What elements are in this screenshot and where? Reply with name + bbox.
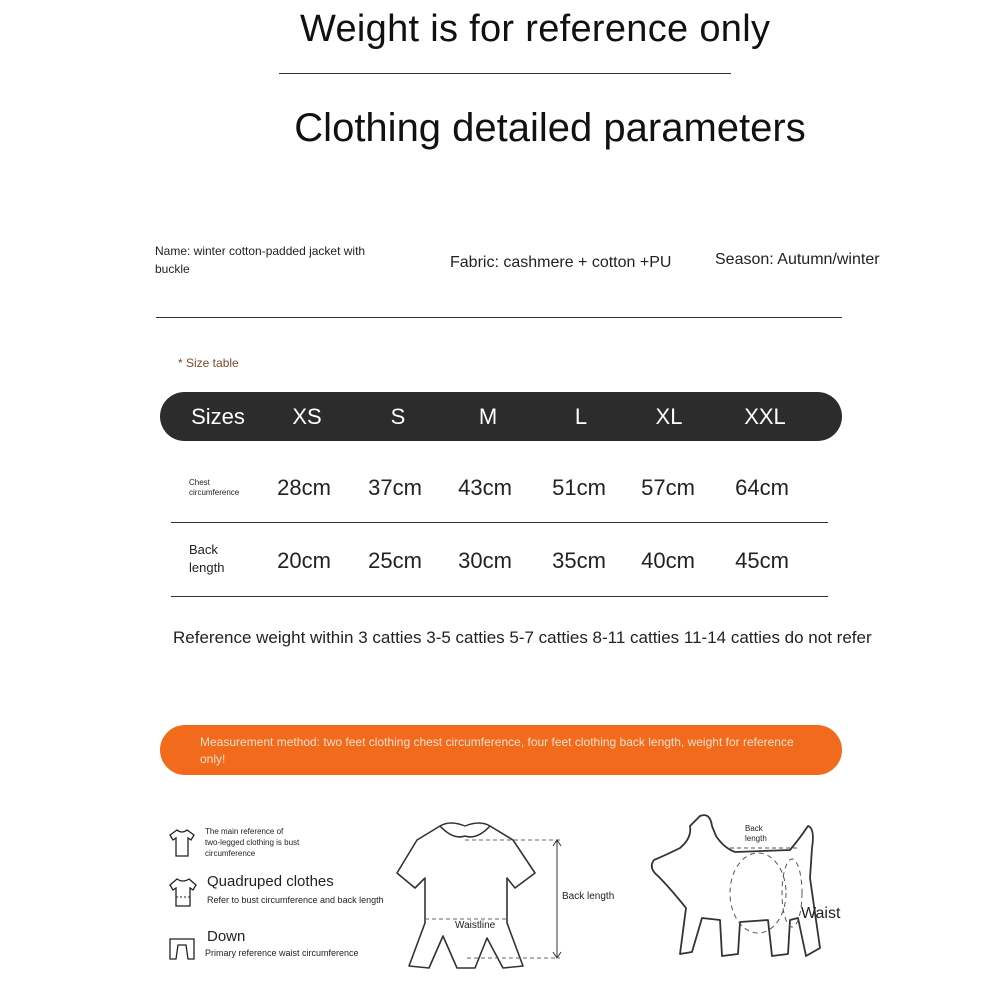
reference-note-heading: Weight is for reference only xyxy=(300,8,771,50)
pants-icon xyxy=(166,935,198,961)
row-divider xyxy=(171,596,828,597)
legend-two-legged: The main reference of two-legged clothing is bust circumference xyxy=(205,827,300,858)
cell-chest-xs: 28cm xyxy=(277,475,331,500)
cell-back-m: 30cm xyxy=(458,548,512,573)
waistline-label: Waistline xyxy=(455,920,496,931)
cell-back-xs: 20cm xyxy=(277,548,331,573)
title-divider xyxy=(279,73,731,74)
cell-chest-s: 37cm xyxy=(368,475,422,500)
table-row xyxy=(0,536,1000,596)
info-divider xyxy=(156,317,842,318)
measurement-banner xyxy=(160,725,842,775)
cell-chest-l: 51cm xyxy=(552,475,606,500)
dog-diagram xyxy=(640,808,840,968)
row-label-chest: Chest circumference xyxy=(189,478,240,497)
header-xs: XS xyxy=(292,404,322,429)
back-length-label: Back length xyxy=(562,891,615,902)
cell-chest-m: 43cm xyxy=(458,475,512,500)
page-title: Clothing detailed parameters xyxy=(294,106,806,150)
legend-quadruped-sub: Refer to bust circumference and back length xyxy=(207,895,384,905)
header-xxl: XXL xyxy=(744,404,786,429)
header-xl: XL xyxy=(655,404,683,429)
quadruped-shirt-icon xyxy=(168,877,198,909)
product-name: Name: winter cotton-padded jacket with buckle xyxy=(155,244,366,276)
header-sizes: Sizes xyxy=(191,404,245,429)
cell-chest-xl: 57cm xyxy=(641,475,695,500)
header-l: L xyxy=(574,404,588,429)
measurement-text: Measurement method: two feet clothing chest circumference, four feet clothing back length, weight for reference only! xyxy=(200,735,794,766)
table-row xyxy=(0,462,1000,522)
cell-back-l: 35cm xyxy=(552,548,606,573)
size-table-note: * Size table xyxy=(178,356,239,370)
row-divider xyxy=(171,522,828,523)
legend-quadruped-title: Quadruped clothes xyxy=(207,873,334,890)
size-table-header xyxy=(160,392,842,441)
weight-reference: Reference weight within 3 catties 3-5 catties 5-7 catties 8-11 catties 11-14 catties do not refer xyxy=(173,628,872,647)
product-fabric: Fabric: cashmere + cotton +PU xyxy=(450,254,672,271)
header-s: S xyxy=(390,404,406,429)
row-label-back: Back length xyxy=(189,542,225,575)
header-m: M xyxy=(478,404,498,429)
product-season: Season: Autumn/winter xyxy=(715,251,880,268)
cell-back-xxl: 45cm xyxy=(735,548,789,573)
waist-label: Waist xyxy=(801,905,841,922)
cell-back-xl: 40cm xyxy=(641,548,695,573)
dog-back-length-label: Back length xyxy=(745,824,767,843)
legend-down-title: Down xyxy=(207,928,246,945)
tshirt-icon xyxy=(168,828,196,858)
cell-back-s: 25cm xyxy=(368,548,422,573)
cell-chest-xxl: 64cm xyxy=(735,475,789,500)
legend-down-sub: Primary reference waist circumference xyxy=(205,948,359,958)
